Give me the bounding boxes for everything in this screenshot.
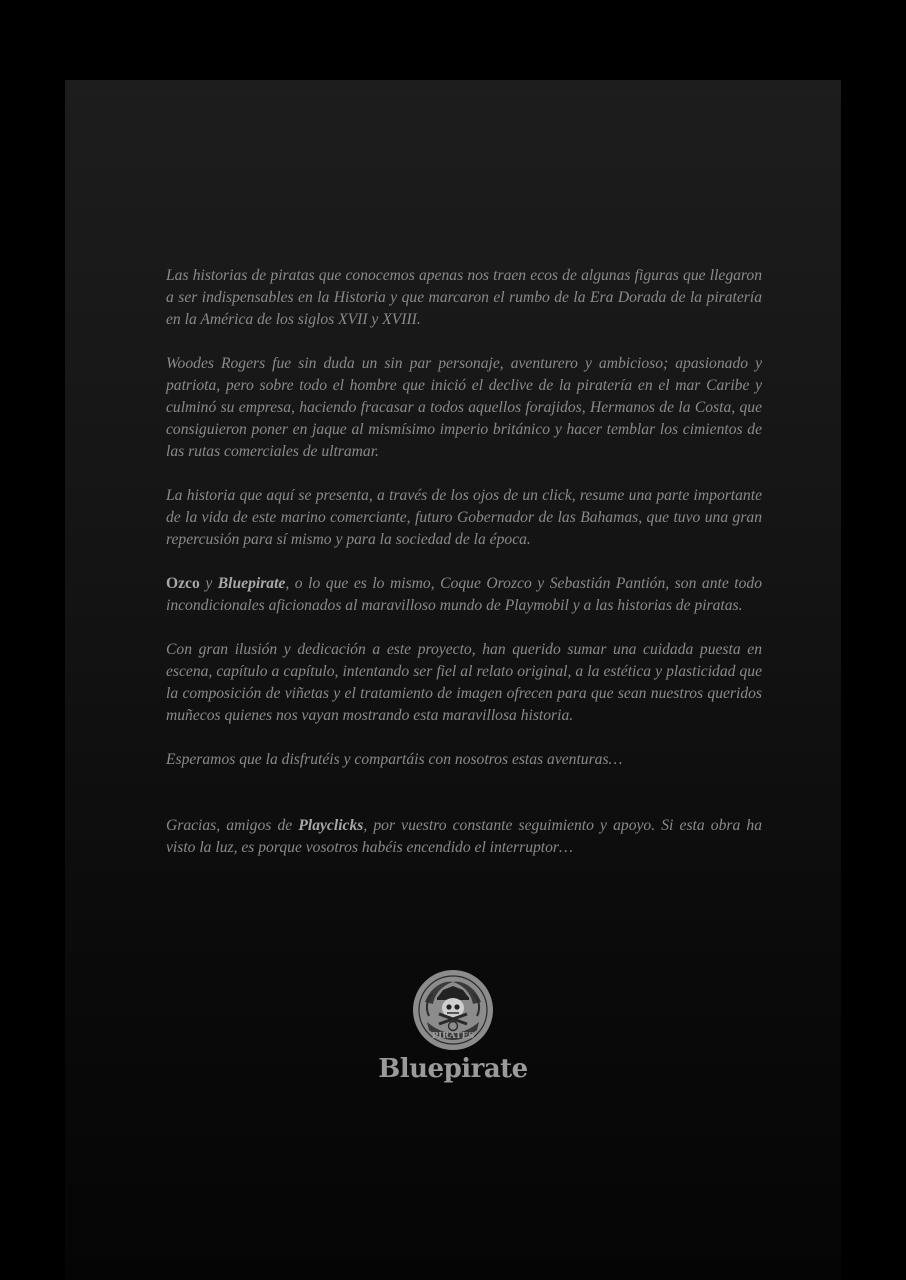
paragraph-intro: Las historias de piratas que conocemos apenas nos traen ecos de algunas figuras que llegaron a ser indispensables en la Historia y que marcaron el rumbo de la Era Dorada de la piratería en la América de los siglos XVII y XVIII. <box>166 267 762 328</box>
document-body <box>166 265 762 881</box>
bluepirate-logo <box>378 968 528 1084</box>
pirate-skull-badge-icon <box>411 968 495 1052</box>
author-name-ozco: Ozco <box>166 575 200 592</box>
author-name-bluepirate: Bluepirate <box>217 575 286 592</box>
thanks-after: , por vuestro constante seguimiento y apoyo. Si esta obra ha visto la luz, es porque vosotros habéis encendido el interruptor… <box>166 817 762 856</box>
document-page <box>65 80 841 1280</box>
authors-description: , o lo que es lo mismo, Coque Orozco y Sebastián Pantión, son ante todo incondicionales aficionados al maravilloso mundo de Playmobil y a las historias de piratas. <box>166 575 763 614</box>
paragraph-authors <box>166 573 762 617</box>
thanks-before: Gracias, amigos de <box>166 817 299 834</box>
thanks-playclicks: Playclicks <box>298 817 364 834</box>
brand-name: Bluepirate <box>378 1054 528 1084</box>
badge-text: PIRATES <box>431 1031 475 1041</box>
paragraph-thanks <box>166 815 762 859</box>
paragraph-wish: Esperamos que la disfrutéis y compartáis con nosotros estas aventuras… <box>166 751 623 768</box>
author-joiner: y <box>199 575 218 592</box>
paragraph-story: La historia que aquí se presenta, a través de los ojos de un click, resume una parte importante de la vida de este marino comerciante, futuro Gobernador de las Bahamas, que tuvo una gran repercusión para sí mismo y para la sociedad de la época. <box>166 487 762 548</box>
paragraph-woodes-rogers: Woodes Rogers fue sin duda un sin par personaje, aventurero y ambicioso; apasionado y patriota, pero sobre todo el hombre que inició el declive de la piratería en el mar Caribe y culminó su empresa, haciendo fracasar a todos aquellos forajidos, Hermanos de la Costa, que consiguieron poner en jaque al mismísimo imperio británico y hacer temblar los cimientos de las rutas comerciales de ultramar. <box>166 355 762 460</box>
paragraph-project: Con gran ilusión y dedicación a este proyecto, han querido sumar una cuidada puesta en escena, capítulo a capítulo, intentando ser fiel al relato original, a la estética y plasticidad que la composición de viñetas y el tratamiento de imagen ofrecen para que sean nuestros queridos muñecos quienes nos vayan mostrando esta maravillosa historia. <box>166 641 762 724</box>
